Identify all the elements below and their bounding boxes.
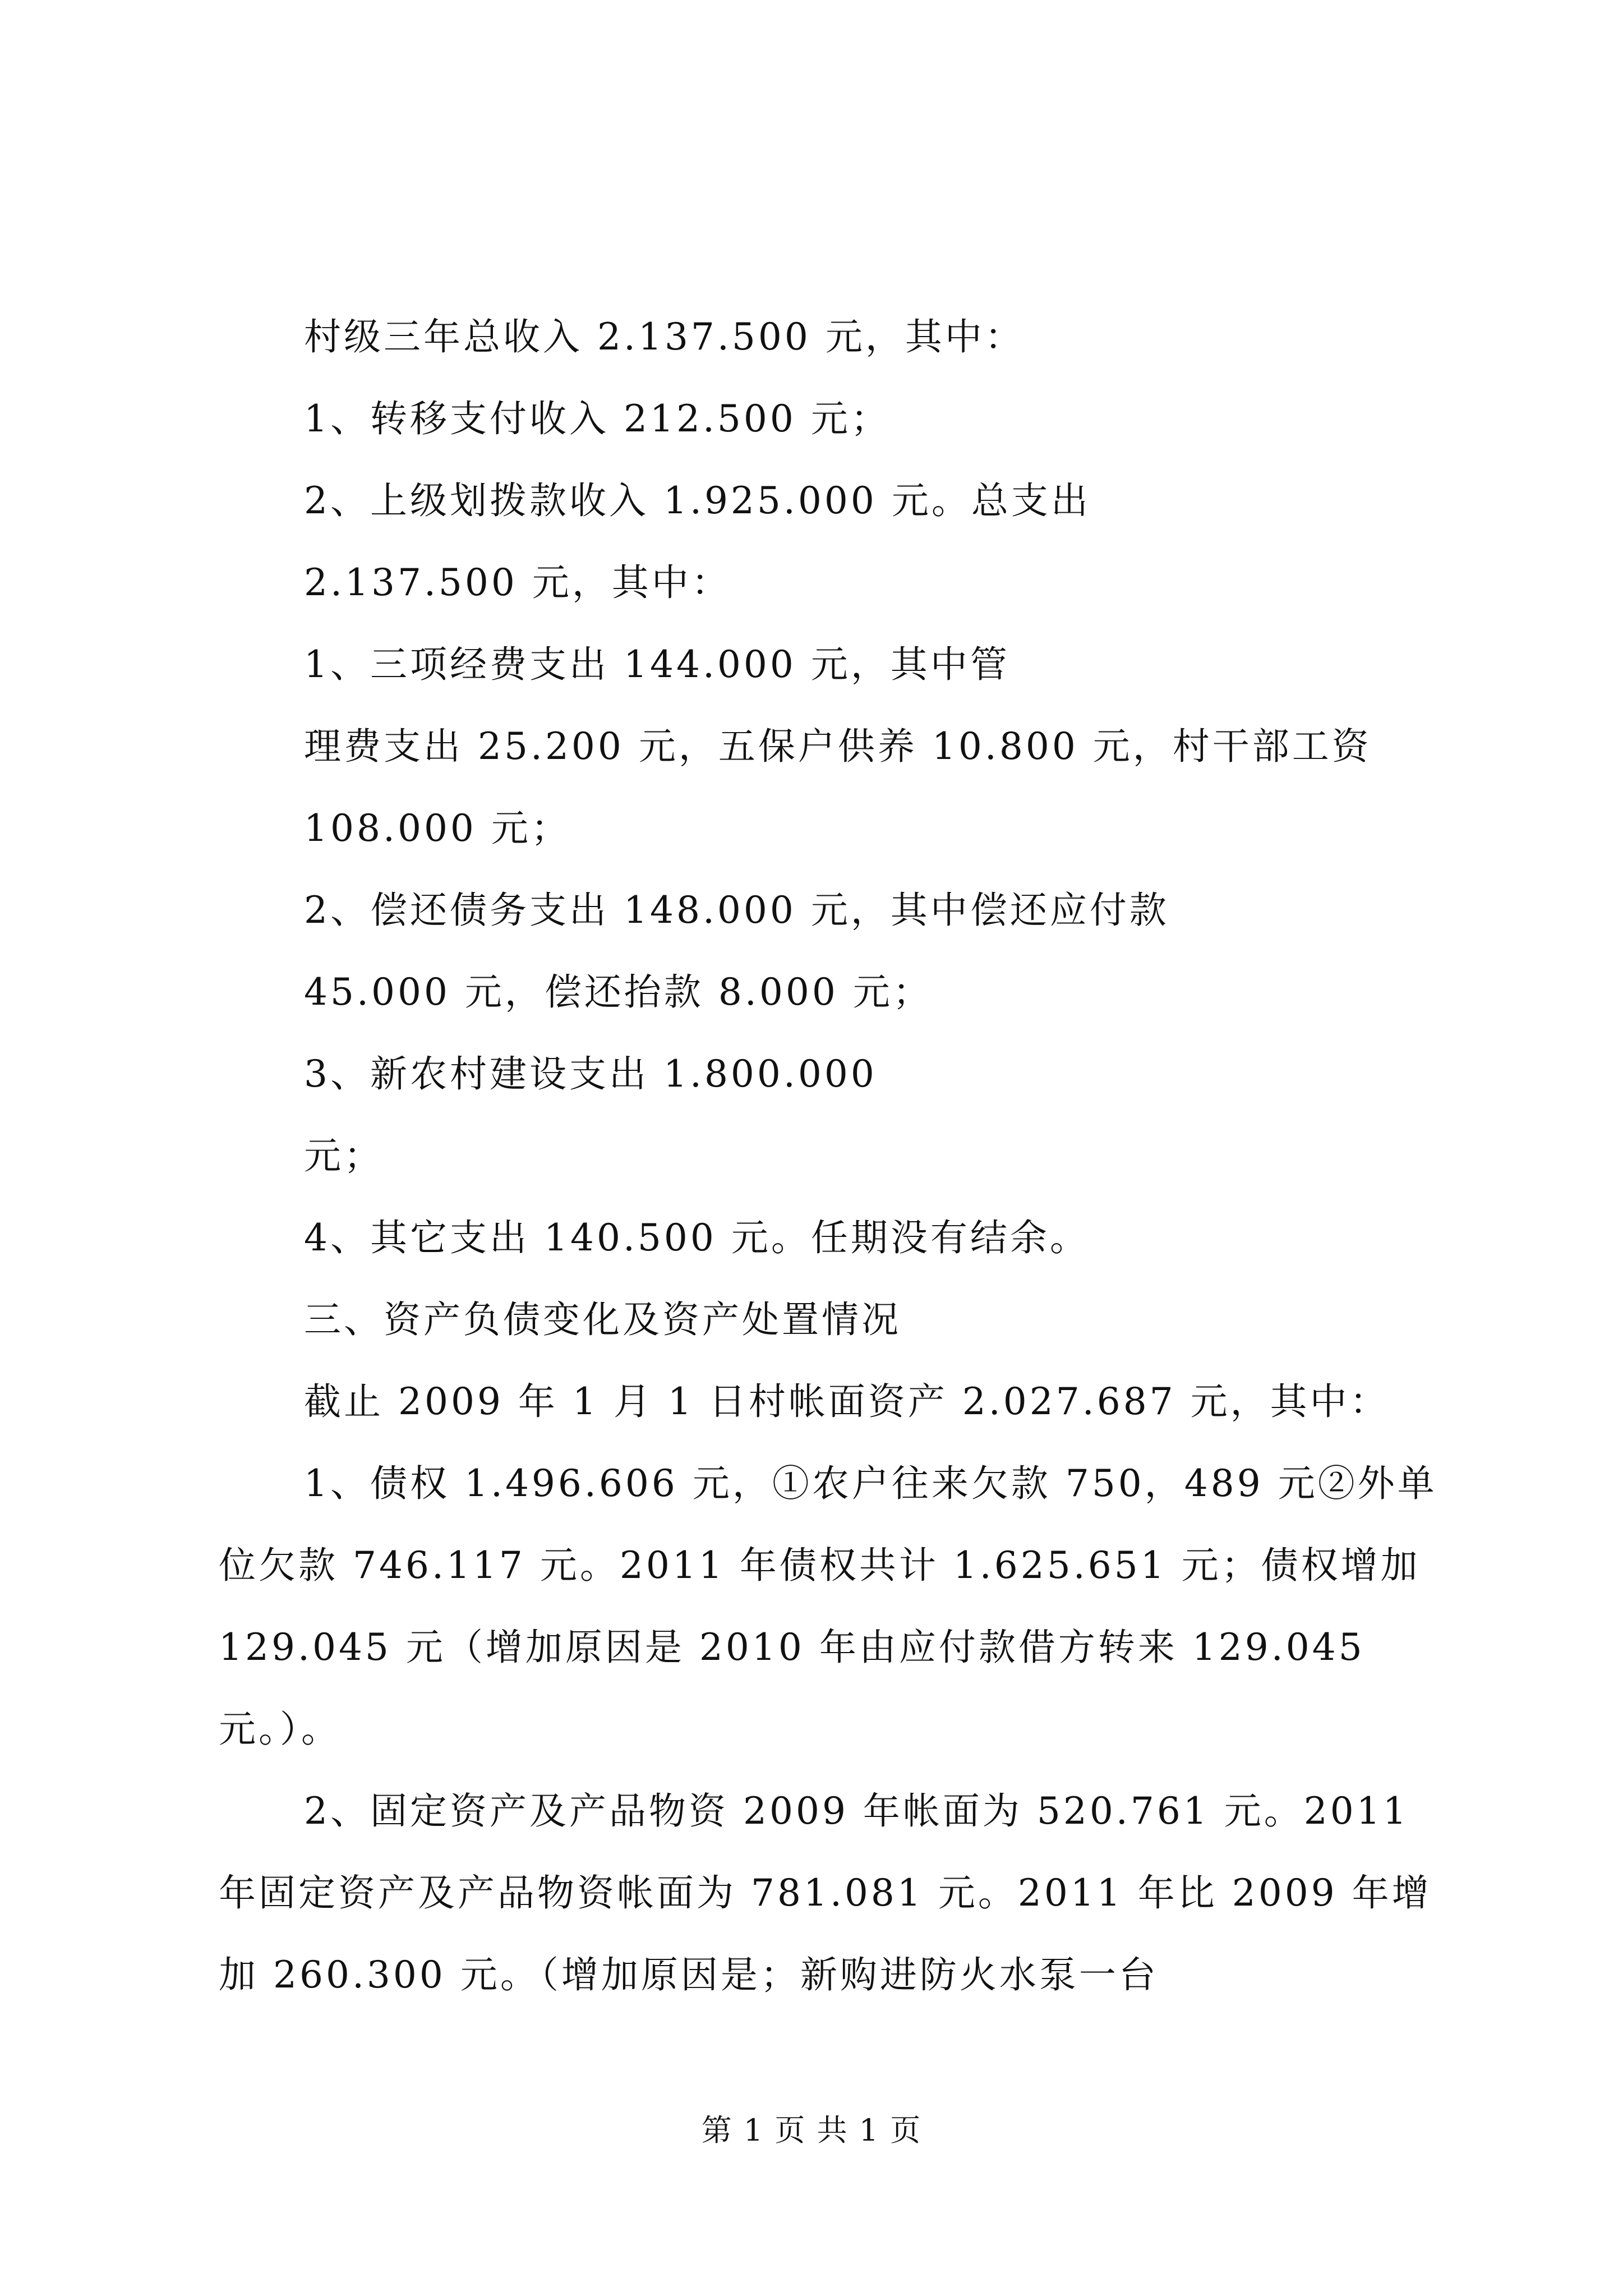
paragraph-line: 1、三项经费支出 144.000 元，其中管	[304, 643, 1010, 686]
paragraph-line: 2、上级划拨款收入 1.925.000 元。总支出	[304, 479, 1091, 522]
paragraph-line: 加 260.300 元。（增加原因是；新购进防火水泵一台	[219, 1953, 1159, 1996]
section-heading: 三、资产负债变化及资产处置情况	[304, 1298, 901, 1341]
page-footer: 第 1 页 共 1 页	[701, 2113, 922, 2148]
paragraph-line: 1、转移支付收入 212.500 元；	[304, 397, 891, 440]
paragraph-line: 2.137.500 元，其中：	[304, 561, 731, 604]
paragraph-line: 元；	[304, 1134, 384, 1177]
paragraph-line: 理费支出 25.200 元，五保户供养 10.800 元，村干部工资	[304, 725, 1372, 768]
paragraph-line: 129.045 元（增加原因是 2010 年由应付款借方转来 129.045	[219, 1626, 1365, 1669]
paragraph-line: 元。）。	[219, 1708, 341, 1751]
paragraph-line: 2、固定资产及产品物资 2009 年帐面为 520.761 元。2011	[304, 1789, 1409, 1833]
paragraph-line: 1、债权 1.496.606 元，①农户往来欠款 750，489 元②外单	[304, 1462, 1437, 1505]
paragraph-line: 2、偿还债务支出 148.000 元，其中偿还应付款	[304, 889, 1169, 932]
paragraph-line: 4、其它支出 140.500 元。任期没有结余。	[304, 1216, 1090, 1259]
paragraph-line: 年固定资产及产品物资帐面为 781.081 元。2011 年比 2009 年增	[219, 1871, 1432, 1915]
paragraph-line: 位欠款 746.117 元。2011 年债权共计 1.625.651 元；债权增加	[219, 1544, 1421, 1587]
paragraph-line: 45.000 元，偿还抬款 8.000 元；	[304, 970, 933, 1014]
paragraph-line: 截止 2009 年 1 月 1 日村帐面资产 2.027.687 元，其中：	[304, 1380, 1390, 1423]
paragraph-line: 108.000 元；	[304, 807, 571, 850]
paragraph-line: 3、新农村建设支出 1.800.000	[304, 1052, 877, 1096]
paragraph-line: 村级三年总收入 2.137.500 元，其中：	[304, 315, 1025, 358]
